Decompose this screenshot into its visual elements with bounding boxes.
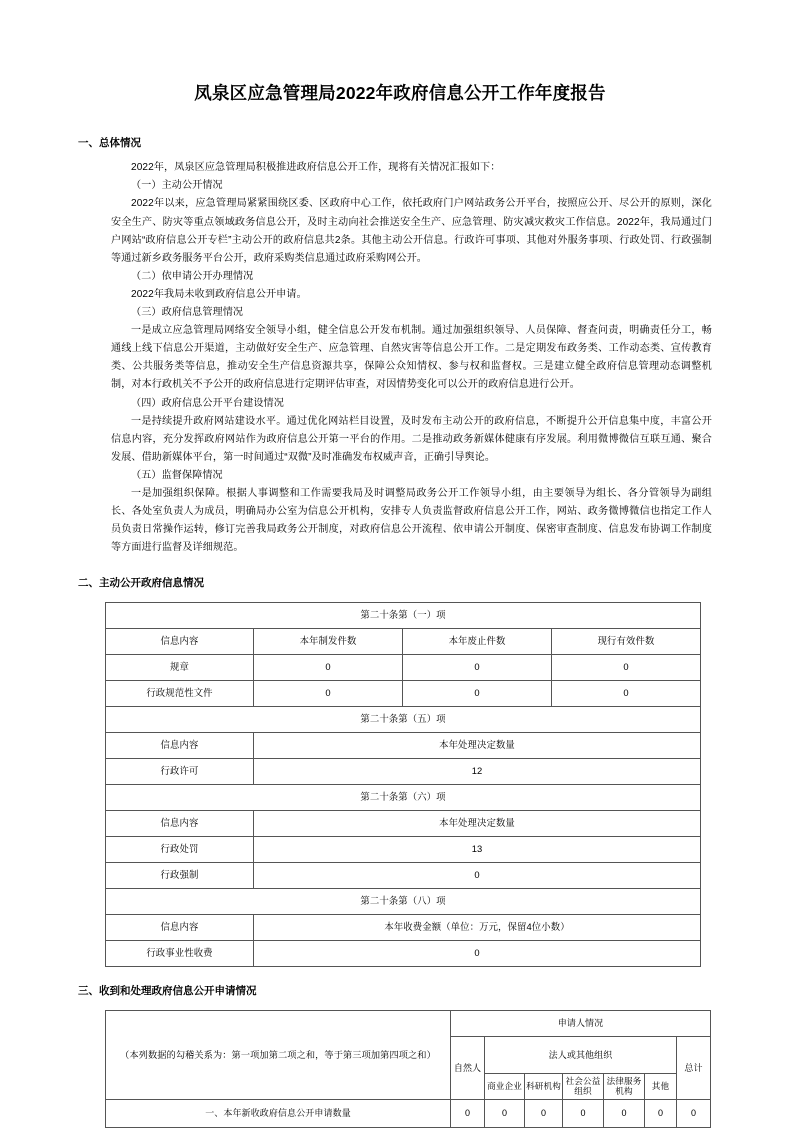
table-row xyxy=(106,629,701,655)
paragraph: （四）政府信息公开平台建设情况 xyxy=(131,397,284,409)
row-label: 规章 xyxy=(106,655,254,681)
paragraph: 一是成立应急管理局网络安全领导小组，健全信息公开发布机制。通过加强组织领导、人员保障、督查问责，明确责任分工，畅通线上线下信息公开渠道，主动做好安全生产、应急管理、自然灾害等信息公开工作。二是定期发布政务类、工作动态类、宣传教育类、公共服务类等信息，推动安全生产信息资源共享，保障公众知情权、参与权和监督权。三是建立健全政府信息管理动态调整机制，对本行政机关不予公开的政府信息进行定期评估审查，对因情势变化可以公开的政府信息进行公开。 xyxy=(111,325,712,391)
requests-received-table xyxy=(105,1010,711,1128)
paragraph: 一是持续提升政府网站建设水平。通过优化网站栏目设置，及时发布主动公开的政府信息，不断提升公开信息集中度，丰富公开信息内容，充分发挥政府网站作为政府信息公开第一平台的作用。二是推动政务新媒体健康有序发展。利用微博微信互联互通、聚合发展、借助新媒体平台，第一时间通过“双微”及时准确发布权威声音，正确引导舆论。 xyxy=(111,415,712,463)
group-title-1: 第二十条第（一）项 xyxy=(106,603,701,629)
table-row xyxy=(106,837,701,863)
paragraph: （五）监督保障情况 xyxy=(131,469,223,481)
cell-value: 0 xyxy=(552,655,701,681)
column-header: 本年废止件数 xyxy=(403,629,552,655)
row-label: 行政处罚 xyxy=(106,837,254,863)
row-label-header: （本列数据的勾稽关系为：第一项加第二项之和，等于第三项加第四项之和） xyxy=(106,1010,451,1099)
cell-value: 12 xyxy=(254,759,701,785)
cell-value: 0 xyxy=(552,681,701,707)
column-header: 信息内容 xyxy=(106,915,254,941)
applicant-group-header: 申请人情况 xyxy=(451,1010,711,1036)
cell-value: 0 xyxy=(525,1099,563,1127)
table-row xyxy=(106,811,701,837)
column-header: 其他 xyxy=(645,1073,677,1099)
column-header: 信息内容 xyxy=(106,811,254,837)
column-header-natural-person: 自然人 xyxy=(451,1036,485,1099)
section-heading-three: 三、收到和处理政府信息公开申请情况 xyxy=(78,985,257,998)
page-title: 凤泉区应急管理局2022年政府信息公开工作年度报告 xyxy=(194,83,606,103)
table-row xyxy=(106,707,701,733)
column-header: 法律服务机构 xyxy=(604,1073,645,1099)
column-header: 本年制发件数 xyxy=(254,629,403,655)
paragraph: 2022年，凤泉区应急管理局积极推进政府信息公开工作，现将有关情况汇报如下： xyxy=(131,162,501,174)
cell-value: 0 xyxy=(604,1099,645,1127)
table-row xyxy=(106,915,701,941)
column-header: 现行有效件数 xyxy=(552,629,701,655)
table-row xyxy=(106,733,701,759)
section-one-body xyxy=(0,151,800,557)
column-header: 本年处理决定数量 xyxy=(254,733,701,759)
paragraph: （三）政府信息管理情况 xyxy=(131,307,244,319)
group-title-6: 第二十条第（六）项 xyxy=(106,785,701,811)
cell-value: 0 xyxy=(254,681,403,707)
table-row xyxy=(106,785,701,811)
cell-value: 0 xyxy=(645,1099,677,1127)
table-row xyxy=(106,759,701,785)
cell-value: 0 xyxy=(403,655,552,681)
group-title-8: 第二十条第（八）项 xyxy=(106,889,701,915)
table-row xyxy=(106,889,701,915)
column-header: 本年收费金额（单位：万元，保留4位小数） xyxy=(254,915,701,941)
cell-value: 0 xyxy=(254,941,701,967)
column-header-total: 总计 xyxy=(677,1036,711,1099)
paragraph: 一是加强组织保障。根据人事调整和工作需要我局及时调整局政务公开工作领导小组，由主要领导为组长、各分管领导为副组长、各处室负责人为成员，明确局办公室为信息公开机构，安排专人负责监督政府信息公开工作，网站、政务微博微信也指定工作人员负责日常操作运转，修订完善我局政务公开制度，对政府信息公开流程、依申请公开制度、保密审查制度、信息发布协调工作制度等方面进行监督及详细规范。 xyxy=(111,487,712,554)
paragraph: 2022年我局未收到政府信息公开申请。 xyxy=(131,288,307,300)
column-header: 商业企业 xyxy=(485,1073,525,1099)
row-label: 行政许可 xyxy=(106,759,254,785)
table-row xyxy=(106,863,701,889)
table-row xyxy=(106,1099,711,1127)
row-label: 行政事业性收费 xyxy=(106,941,254,967)
column-header: 本年处理决定数量 xyxy=(254,811,701,837)
column-header: 科研机构 xyxy=(525,1073,563,1099)
table-row xyxy=(106,941,701,967)
cell-value: 0 xyxy=(254,655,403,681)
table-row xyxy=(106,1010,711,1036)
row-label: 一、本年新收政府信息公开申请数量 xyxy=(106,1099,451,1127)
table-row xyxy=(106,655,701,681)
cell-value: 0 xyxy=(403,681,552,707)
row-label: 行政强制 xyxy=(106,863,254,889)
cell-value: 13 xyxy=(254,837,701,863)
column-header: 信息内容 xyxy=(106,733,254,759)
column-header: 社会公益组织 xyxy=(563,1073,604,1099)
cell-value: 0 xyxy=(254,863,701,889)
table-row xyxy=(106,681,701,707)
section-heading-two: 二、主动公开政府信息情况 xyxy=(78,577,204,590)
table-row xyxy=(106,603,701,629)
column-header: 信息内容 xyxy=(106,629,254,655)
paragraph: 2022年以来，应急管理局紧紧围绕区委、区政府中心工作，依托政府门户网站政务公开平台，按照应公开、尽公开的原则，深化安全生产、防灾等重点领域政务信息公开，及时主动向社会推送安全生产、应急管理、防灾减灾救灾工作信息。2022年，我局通过门户网站“政府信息公开专栏”主动公开的政府信息共2条。其他主动公开信息。行政许可事项、其他对外服务事项、行政处罚、行政强制等通过新乡政务服务平台公开，政府采购类信息通过政府采购网公开。 xyxy=(111,198,712,264)
cell-value: 0 xyxy=(677,1099,711,1127)
cell-value: 0 xyxy=(451,1099,485,1127)
cell-value: 0 xyxy=(485,1099,525,1127)
proactive-disclosure-table xyxy=(105,602,701,967)
section-heading-one: 一、总体情况 xyxy=(78,136,141,149)
cell-value: 0 xyxy=(563,1099,604,1127)
group-title-5: 第二十条第（五）项 xyxy=(106,707,701,733)
paragraph: （一）主动公开情况 xyxy=(131,180,223,192)
paragraph: （二）依申请公开办理情况 xyxy=(131,270,254,282)
row-label: 行政规范性文件 xyxy=(106,681,254,707)
column-header-legal-entity: 法人或其他组织 xyxy=(485,1036,677,1073)
